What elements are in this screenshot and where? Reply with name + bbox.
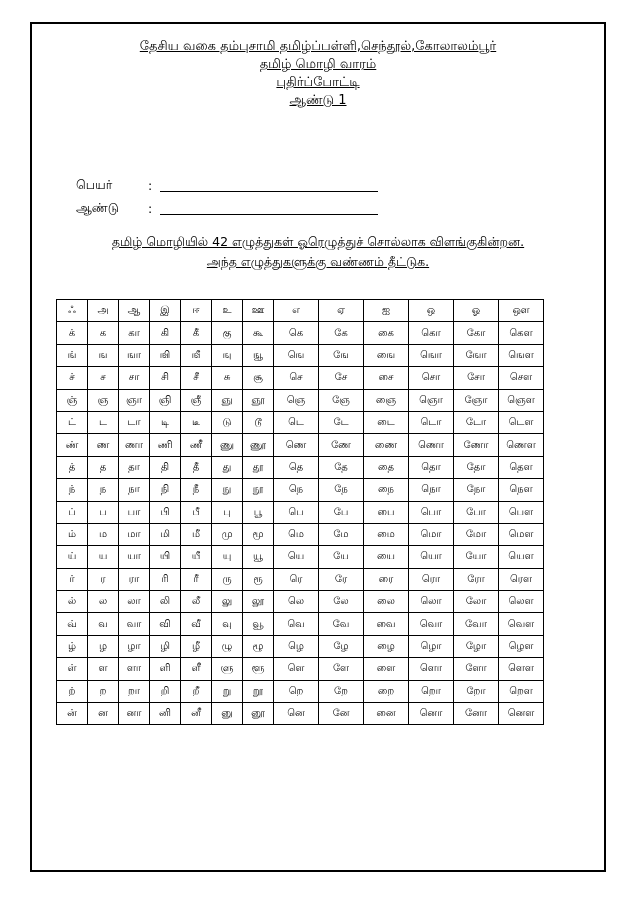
letter-cell[interactable]: தை [364, 456, 409, 478]
letter-cell[interactable]: பு [212, 501, 243, 523]
letter-cell[interactable]: தெ [274, 456, 319, 478]
grid-row [57, 456, 544, 478]
letter-cell[interactable]: று [212, 680, 243, 702]
letter-cell[interactable]: த [88, 456, 119, 478]
letter-cell[interactable]: லீ [181, 591, 212, 613]
letter-cell[interactable]: க் [57, 322, 88, 344]
letter-cell[interactable]: கை [364, 322, 409, 344]
letter-cell[interactable]: வா [119, 613, 150, 635]
letter-cell[interactable]: றொ [409, 680, 454, 702]
letter-cell[interactable]: ஏ [319, 300, 364, 322]
grid-row [57, 703, 544, 725]
letter-cell[interactable]: ச் [57, 367, 88, 389]
letter-cell[interactable]: லை [364, 591, 409, 613]
letter-cell[interactable]: ளா [119, 658, 150, 680]
letter-cell[interactable]: ள் [57, 658, 88, 680]
grid-row [57, 568, 544, 590]
letter-cell[interactable]: ரி [150, 568, 181, 590]
letter-cell[interactable]: வீ [181, 613, 212, 635]
letter-cell[interactable]: னே [319, 703, 364, 725]
letter-cell[interactable]: மா [119, 523, 150, 545]
letter-cell[interactable]: ழெ [274, 635, 319, 657]
letter-cell[interactable]: ஙௌ [499, 344, 544, 366]
letter-cell[interactable]: நெ [274, 479, 319, 501]
letter-cell[interactable]: மீ [181, 523, 212, 545]
letter-cell[interactable]: சீ [181, 367, 212, 389]
letter-cell[interactable]: யோ [454, 546, 499, 568]
student-fields [76, 174, 378, 220]
letter-cell[interactable]: ம் [57, 523, 88, 545]
letter-cell[interactable]: அ [88, 300, 119, 322]
letter-cell[interactable]: ச [88, 367, 119, 389]
letter-cell[interactable]: கா [119, 322, 150, 344]
letter-cell[interactable]: றௌ [499, 680, 544, 702]
letter-cell[interactable]: வ [88, 613, 119, 635]
letter-cell[interactable]: ஙோ [454, 344, 499, 366]
letter-cell[interactable]: யி [150, 546, 181, 568]
letter-cell[interactable]: யா [119, 546, 150, 568]
letter-cell[interactable]: பி [150, 501, 181, 523]
letter-cell[interactable]: பூ [243, 501, 274, 523]
letter-cell[interactable]: யூ [243, 546, 274, 568]
letter-cell[interactable]: ஈ [181, 300, 212, 322]
letter-cell[interactable]: டோ [454, 411, 499, 433]
letter-cell[interactable]: ஙெ [274, 344, 319, 366]
letter-cell[interactable]: ஞி [150, 389, 181, 411]
letter-cell[interactable]: மொ [409, 523, 454, 545]
letter-cell[interactable]: ஙொ [409, 344, 454, 366]
letter-cell[interactable]: மி [150, 523, 181, 545]
name-field-row [76, 174, 378, 197]
letter-cell[interactable]: ஞு [212, 389, 243, 411]
letter-cell[interactable]: ஙே [319, 344, 364, 366]
letter-cell[interactable]: ணீ [181, 434, 212, 456]
letter-cell[interactable]: சே [319, 367, 364, 389]
letter-cell[interactable]: ரோ [454, 568, 499, 590]
letter-cell[interactable]: டௌ [499, 411, 544, 433]
letter-cell[interactable]: லோ [454, 591, 499, 613]
letter-cell[interactable]: னை [364, 703, 409, 725]
letter-cell[interactable]: யே [319, 546, 364, 568]
grid-row [57, 523, 544, 545]
letter-cell[interactable]: லி [150, 591, 181, 613]
letter-cell[interactable]: சூ [243, 367, 274, 389]
name-input-line[interactable] [160, 179, 378, 192]
letter-cell[interactable]: ஙா [119, 344, 150, 366]
grid-row [57, 344, 544, 366]
letter-cell[interactable]: சௌ [499, 367, 544, 389]
letter-cell[interactable]: நா [119, 479, 150, 501]
grid-row [57, 635, 544, 657]
letter-cell[interactable]: ஞூ [243, 389, 274, 411]
letter-cell[interactable]: ணே [319, 434, 364, 456]
year-colon: : [148, 201, 153, 216]
letter-cell[interactable]: ளு [212, 658, 243, 680]
letter-cell[interactable]: டை [364, 411, 409, 433]
letter-cell[interactable]: லு [212, 591, 243, 613]
letter-cell[interactable]: த் [57, 456, 88, 478]
letter-cell[interactable]: கி [150, 322, 181, 344]
letter-cell[interactable]: பொ [409, 501, 454, 523]
letter-cell[interactable]: னி [150, 703, 181, 725]
letter-cell[interactable]: ல் [57, 591, 88, 613]
letter-cell[interactable]: சி [150, 367, 181, 389]
letter-cell[interactable]: வோ [454, 613, 499, 635]
letter-cell[interactable]: ன் [57, 703, 88, 725]
letter-cell[interactable]: பீ [181, 501, 212, 523]
letter-cell[interactable]: நோ [454, 479, 499, 501]
letter-cell[interactable]: லூ [243, 591, 274, 613]
letter-cell[interactable]: றி [150, 680, 181, 702]
letter-cell[interactable]: ள [88, 658, 119, 680]
letter-cell[interactable]: னொ [409, 703, 454, 725]
letter-cell[interactable]: ந [88, 479, 119, 501]
letter-cell[interactable]: ழீ [181, 635, 212, 657]
letter-cell[interactable]: ழா [119, 635, 150, 657]
year-field-row [76, 197, 378, 220]
letter-cell[interactable]: யெ [274, 546, 319, 568]
letter-cell[interactable]: நீ [181, 479, 212, 501]
letter-cell[interactable]: மு [212, 523, 243, 545]
letter-cell[interactable]: ங் [57, 344, 88, 366]
letter-cell[interactable]: மே [319, 523, 364, 545]
letter-cell[interactable]: ளே [319, 658, 364, 680]
letter-cell[interactable]: ட [88, 411, 119, 433]
letter-cell[interactable]: ர [88, 568, 119, 590]
letter-cell[interactable]: கீ [181, 322, 212, 344]
letter-cell[interactable]: னீ [181, 703, 212, 725]
letter-cell[interactable]: ளை [364, 658, 409, 680]
activity-title: புதிர்ப்போட்டி [276, 75, 360, 90]
letter-cell[interactable]: ஆ [119, 300, 150, 322]
letter-cell[interactable]: ஞீ [181, 389, 212, 411]
letter-cell[interactable]: ண [88, 434, 119, 456]
letter-cell[interactable]: ணெ [274, 434, 319, 456]
letter-cell[interactable]: டொ [409, 411, 454, 433]
letter-cell[interactable]: லௌ [499, 591, 544, 613]
letter-cell[interactable]: ளௌ [499, 658, 544, 680]
letter-cell[interactable]: தௌ [499, 456, 544, 478]
letter-cell[interactable]: னு [212, 703, 243, 725]
letter-cell[interactable]: தீ [181, 456, 212, 478]
letter-cell[interactable]: ய [88, 546, 119, 568]
letter-cell[interactable]: க [88, 322, 119, 344]
letter-cell[interactable]: ணை [364, 434, 409, 456]
letter-cell[interactable]: சோ [454, 367, 499, 389]
grid-row [57, 546, 544, 568]
letter-cell[interactable]: ழி [150, 635, 181, 657]
letter-cell[interactable]: ஙூ [243, 344, 274, 366]
letter-cell[interactable]: கெ [274, 322, 319, 344]
letter-cell[interactable]: மௌ [499, 523, 544, 545]
letter-cell[interactable]: மெ [274, 523, 319, 545]
worksheet-header [32, 38, 604, 110]
letter-cell[interactable]: ரூ [243, 568, 274, 590]
letter-cell[interactable]: ழ் [57, 635, 88, 657]
worksheet-frame [30, 22, 606, 872]
grid-row [57, 658, 544, 680]
letter-cell[interactable]: ஙை [364, 344, 409, 366]
letter-cell[interactable]: ரை [364, 568, 409, 590]
year-title: ஆண்டு 1 [289, 93, 347, 108]
letter-cell[interactable]: ழ [88, 635, 119, 657]
letter-cell[interactable]: டெ [274, 411, 319, 433]
letter-cell[interactable]: சா [119, 367, 150, 389]
letter-grid [56, 299, 544, 725]
letter-cell[interactable]: நௌ [499, 479, 544, 501]
letter-cell[interactable]: பே [319, 501, 364, 523]
letter-cell[interactable]: கொ [409, 322, 454, 344]
letter-cell[interactable]: ழௌ [499, 635, 544, 657]
grid-row [57, 300, 544, 322]
letter-cell[interactable]: கு [212, 322, 243, 344]
grid-row [57, 591, 544, 613]
letter-cell[interactable]: யௌ [499, 546, 544, 568]
letter-cell[interactable]: வூ [243, 613, 274, 635]
letter-cell[interactable]: ணௌ [499, 434, 544, 456]
grid-row [57, 501, 544, 523]
letter-cell[interactable]: தே [319, 456, 364, 478]
letter-cell[interactable]: வ் [57, 613, 88, 635]
letter-cell[interactable]: றெ [274, 680, 319, 702]
letter-cell[interactable]: ழை [364, 635, 409, 657]
instructions [32, 232, 604, 272]
grid-row [57, 367, 544, 389]
letter-cell[interactable]: ளெ [274, 658, 319, 680]
letter-cell[interactable]: ஞோ [454, 389, 499, 411]
letter-cell[interactable]: ற [88, 680, 119, 702]
letter-cell[interactable]: ழே [319, 635, 364, 657]
letter-cell[interactable]: யு [212, 546, 243, 568]
letter-cell[interactable]: நு [212, 479, 243, 501]
letter-cell[interactable]: ணூ [243, 434, 274, 456]
letter-cell[interactable]: ண் [57, 434, 88, 456]
letter-cell[interactable]: நே [319, 479, 364, 501]
letter-cell[interactable]: வொ [409, 613, 454, 635]
letter-cell[interactable]: ஊ [243, 300, 274, 322]
letter-cell[interactable]: தி [150, 456, 181, 478]
letter-cell[interactable]: ஓ [454, 300, 499, 322]
letter-cell[interactable]: ஃ [57, 300, 88, 322]
letter-cell[interactable]: ணொ [409, 434, 454, 456]
letter-cell[interactable]: ழூ [243, 635, 274, 657]
letter-cell[interactable]: ரௌ [499, 568, 544, 590]
grid-row [57, 411, 544, 433]
letter-cell[interactable]: வை [364, 613, 409, 635]
letter-cell[interactable]: றீ [181, 680, 212, 702]
letter-cell[interactable]: ணி [150, 434, 181, 456]
letter-cell[interactable]: ட் [57, 411, 88, 433]
letter-cell[interactable]: ஞா [119, 389, 150, 411]
instruction-line-1: தமிழ் மொழியில் 42 எழுத்துகள் ஓரெழுத்துச் சொல்லாக விளங்குகின்றன. [111, 234, 525, 249]
letter-cell[interactable]: ரீ [181, 568, 212, 590]
letter-cell[interactable]: ய் [57, 546, 88, 568]
letter-cell[interactable]: லெ [274, 591, 319, 613]
letter-cell[interactable]: ப [88, 501, 119, 523]
letter-cell[interactable]: ந் [57, 479, 88, 501]
letter-cell[interactable]: ம [88, 523, 119, 545]
letter-cell[interactable]: வி [150, 613, 181, 635]
letter-cell[interactable]: ழொ [409, 635, 454, 657]
letter-cell[interactable]: னா [119, 703, 150, 725]
letter-cell[interactable]: கௌ [499, 322, 544, 344]
letter-cell[interactable]: னௌ [499, 703, 544, 725]
letter-cell[interactable]: ஞொ [409, 389, 454, 411]
letter-cell[interactable]: றோ [454, 680, 499, 702]
event-title: தமிழ் மொழி வாரம் [259, 57, 377, 72]
letter-cell[interactable]: ஞே [319, 389, 364, 411]
letter-cell[interactable]: ரெ [274, 568, 319, 590]
letter-cell[interactable]: ணோ [454, 434, 499, 456]
letter-cell[interactable]: ரே [319, 568, 364, 590]
letter-cell[interactable]: ஙீ [181, 344, 212, 366]
letter-cell[interactable]: எ [274, 300, 319, 322]
letter-cell[interactable]: யொ [409, 546, 454, 568]
letter-cell[interactable]: லொ [409, 591, 454, 613]
letter-cell[interactable]: ர் [57, 568, 88, 590]
letter-cell[interactable]: நொ [409, 479, 454, 501]
letter-cell[interactable]: ஙி [150, 344, 181, 366]
letter-cell[interactable]: ற் [57, 680, 88, 702]
letter-cell[interactable]: நூ [243, 479, 274, 501]
letter-cell[interactable]: ங [88, 344, 119, 366]
letter-cell[interactable]: னூ [243, 703, 274, 725]
school-name: தேசிய வகை தம்புசாமி தமிழ்ப்பள்ளி,செந்தூல்,கோலாலம்பூர் [139, 39, 497, 54]
letter-cell[interactable]: ல [88, 591, 119, 613]
letter-cell[interactable]: ரொ [409, 568, 454, 590]
letter-cell[interactable]: ஔ [499, 300, 544, 322]
letter-cell[interactable]: மோ [454, 523, 499, 545]
letter-cell[interactable]: ளீ [181, 658, 212, 680]
letter-cell[interactable]: கோ [454, 322, 499, 344]
letter-cell[interactable]: னோ [454, 703, 499, 725]
letter-cell[interactable]: றே [319, 680, 364, 702]
letter-cell[interactable]: தோ [454, 456, 499, 478]
letter-cell[interactable]: ரா [119, 568, 150, 590]
letter-cell[interactable]: ழோ [454, 635, 499, 657]
name-label: பெயர் [76, 177, 113, 192]
letter-cell[interactable]: கே [319, 322, 364, 344]
letter-cell[interactable]: ளி [150, 658, 181, 680]
letter-cell[interactable]: றா [119, 680, 150, 702]
letter-cell[interactable]: தா [119, 456, 150, 478]
letter-cell[interactable]: ஒ [409, 300, 454, 322]
letter-cell[interactable]: பெ [274, 501, 319, 523]
letter-cell[interactable]: ஞை [364, 389, 409, 411]
letter-cell[interactable]: வே [319, 613, 364, 635]
letter-cell[interactable]: றை [364, 680, 409, 702]
letter-cell[interactable]: சை [364, 367, 409, 389]
letter-cell[interactable]: சொ [409, 367, 454, 389]
letter-cell[interactable]: கூ [243, 322, 274, 344]
letter-cell[interactable]: து [212, 456, 243, 478]
letter-cell[interactable]: ளூ [243, 658, 274, 680]
letter-cell[interactable]: நை [364, 479, 409, 501]
letter-cell[interactable]: டா [119, 411, 150, 433]
letter-cell[interactable]: டு [212, 411, 243, 433]
letter-cell[interactable]: வெ [274, 613, 319, 635]
letter-cell[interactable]: யை [364, 546, 409, 568]
letter-cell[interactable]: ழு [212, 635, 243, 657]
letter-cell[interactable]: லா [119, 591, 150, 613]
name-colon: : [148, 178, 153, 193]
letter-cell[interactable]: இ [150, 300, 181, 322]
letter-cell[interactable]: வு [212, 613, 243, 635]
letter-cell[interactable]: டூ [243, 411, 274, 433]
letter-cell[interactable]: மூ [243, 523, 274, 545]
letter-cell[interactable]: ஙு [212, 344, 243, 366]
letter-cell[interactable]: ளோ [454, 658, 499, 680]
letter-cell[interactable]: ப் [57, 501, 88, 523]
letter-cell[interactable]: ளொ [409, 658, 454, 680]
letter-cell[interactable]: லே [319, 591, 364, 613]
letter-cell[interactable]: பை [364, 501, 409, 523]
letter-cell[interactable]: ஐ [364, 300, 409, 322]
letter-cell[interactable]: ஞ் [57, 389, 88, 411]
letter-cell[interactable]: யீ [181, 546, 212, 568]
letter-cell[interactable]: ஞ [88, 389, 119, 411]
letter-cell[interactable]: நி [150, 479, 181, 501]
grid-row [57, 479, 544, 501]
letter-cell[interactable]: னெ [274, 703, 319, 725]
grid-row [57, 389, 544, 411]
grid-row [57, 680, 544, 702]
letter-cell[interactable]: ணா [119, 434, 150, 456]
letter-cell[interactable]: சு [212, 367, 243, 389]
letter-cell[interactable]: மை [364, 523, 409, 545]
letter-cell[interactable]: உ [212, 300, 243, 322]
letter-cell[interactable]: டி [150, 411, 181, 433]
letter-cell[interactable]: தூ [243, 456, 274, 478]
instruction-line-2: அந்த எழுத்துகளுக்கு வண்ணம் தீட்டுக. [206, 254, 430, 269]
letter-cell[interactable]: போ [454, 501, 499, 523]
letter-cell[interactable]: ணு [212, 434, 243, 456]
letter-cell[interactable]: பௌ [499, 501, 544, 523]
letter-cell[interactable]: தொ [409, 456, 454, 478]
letter-cell[interactable]: வௌ [499, 613, 544, 635]
letter-cell[interactable]: டீ [181, 411, 212, 433]
letter-cell[interactable]: ஞெ [274, 389, 319, 411]
letter-cell[interactable]: பா [119, 501, 150, 523]
letter-cell[interactable]: றூ [243, 680, 274, 702]
grid-row [57, 613, 544, 635]
grid-row [57, 434, 544, 456]
letter-cell[interactable]: செ [274, 367, 319, 389]
letter-cell[interactable]: ரு [212, 568, 243, 590]
letter-cell[interactable]: டே [319, 411, 364, 433]
grid-row [57, 322, 544, 344]
letter-cell[interactable]: ன [88, 703, 119, 725]
year-input-line[interactable] [160, 202, 378, 215]
letter-cell[interactable]: ஞௌ [499, 389, 544, 411]
year-label: ஆண்டு [76, 200, 119, 215]
